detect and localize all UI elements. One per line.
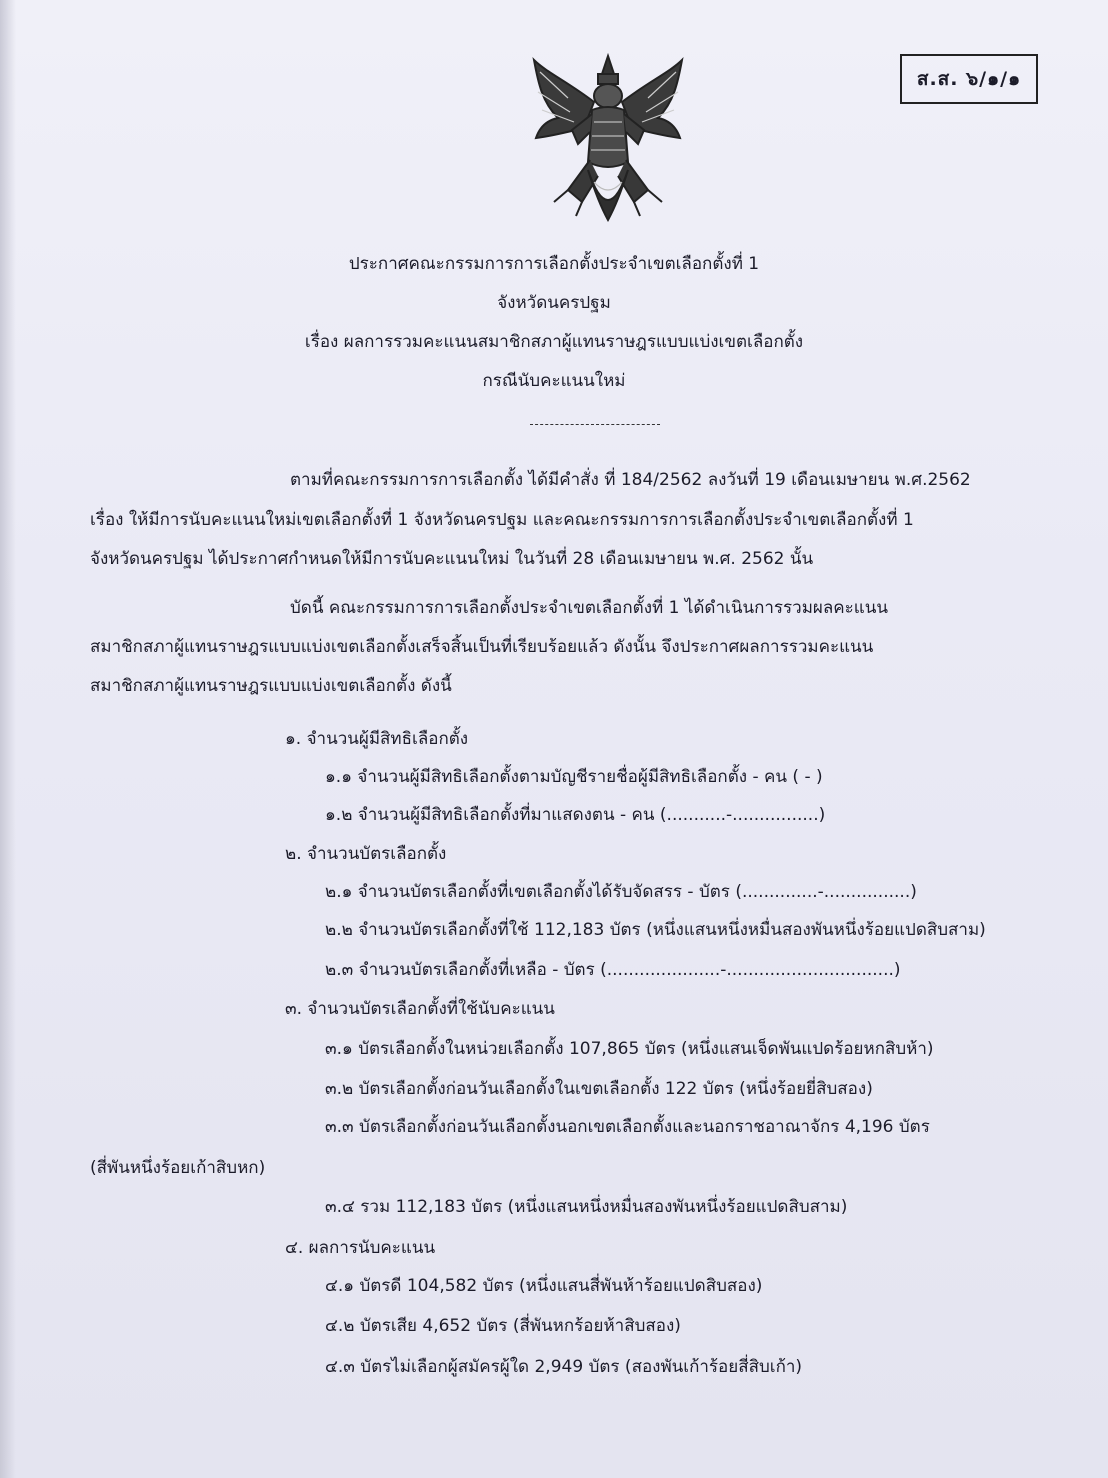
section2-item1: ๒.๑ จำนวนบัตรเลือกตั้งที่เขตเลือกตั้งได้รับจัดสรร - บัตร (..............-................): [325, 882, 917, 902]
paragraph2-line3: สมาชิกสภาผู้แทนราษฎรแบบแบ่งเขตเลือกตั้ง ดังนี้: [90, 676, 452, 696]
section4-title: ๔. ผลการนับคะแนน: [285, 1238, 436, 1258]
form-code-box: ส.ส. ๖/๑/๑: [900, 54, 1038, 104]
paragraph1-line2: เรื่อง ให้มีการนับคะแนนใหม่เขตเลือกตั้งที่ 1 จังหวัดนครปฐม และคณะกรรมการการเลือกตั้งประจำเขตเลือกตั้งที่ 1: [90, 510, 914, 530]
section4-item3: ๔.๓ บัตรไม่เลือกผู้สมัครผู้ใด 2,949 บัตร (สองพันเก้าร้อยสี่สิบเก้า): [325, 1357, 803, 1377]
section2-item3: ๒.๓ จำนวนบัตรเลือกตั้งที่เหลือ - บัตร (.....................-...............................): [325, 960, 901, 980]
header-divider: [530, 424, 660, 425]
paragraph2-line2: สมาชิกสภาผู้แทนราษฎรแบบแบ่งเขตเลือกตั้งเสร็จสิ้นเป็นที่เรียบร้อยแล้ว ดังนั้น จึงประกาศผลการรวมคะแนน: [90, 637, 874, 657]
section3-item3-continued: (สี่พันหนึ่งร้อยเก้าสิบหก): [90, 1158, 266, 1178]
section3-item1: ๓.๑ บัตรเลือกตั้งในหน่วยเลือกตั้ง 107,865 บัตร (หนึ่งแสนเจ็ดพันแปดร้อยหกสิบห้า): [325, 1039, 934, 1059]
paragraph1-line3: จังหวัดนครปฐม ได้ประกาศกำหนดให้มีการนับคะแนนใหม่ ในวันที่ 28 เดือนเมษายน พ.ศ. 2562 นั้น: [90, 549, 814, 569]
section1-title: ๑. จำนวนผู้มีสิทธิเลือกตั้ง: [285, 729, 469, 749]
subject-case: กรณีนับคะแนนใหม่: [482, 371, 626, 391]
section3-item2: ๓.๒ บัตรเลือกตั้งก่อนวันเลือกตั้งในเขตเลือกตั้ง 122 บัตร (หนึ่งร้อยยี่สิบสอง): [325, 1079, 873, 1099]
paragraph2-line1: บัดนี้ คณะกรรมการการเลือกตั้งประจำเขตเลือกตั้งที่ 1 ได้ดำเนินการรวมผลคะแนน: [290, 598, 888, 618]
section3-title: ๓. จำนวนบัตรเลือกตั้งที่ใช้นับคะแนน: [285, 999, 555, 1019]
section1-item1: ๑.๑ จำนวนผู้มีสิทธิเลือกตั้งตามบัญชีรายชื่อผู้มีสิทธิเลือกตั้ง - คน ( - ): [325, 767, 823, 787]
section4-item1: ๔.๑ บัตรดี 104,582 บัตร (หนึ่งแสนสี่พันห้าร้อยแปดสิบสอง): [325, 1276, 763, 1296]
section3-item4: ๓.๔ รวม 112,183 บัตร (หนึ่งแสนหนึ่งหมื่นสองพันหนึ่งร้อยแปดสิบสาม): [325, 1197, 848, 1217]
section4-item2: ๔.๒ บัตรเสีย 4,652 บัตร (สี่พันหกร้อยห้าสิบสอง): [325, 1316, 681, 1336]
section3-item3: ๓.๓ บัตรเลือกตั้งก่อนวันเลือกตั้งนอกเขตเลือกตั้งและนอกราชอาณาจักร 4,196 บัตร: [325, 1117, 930, 1137]
garuda-emblem-icon: [528, 52, 688, 230]
section2-title: ๒. จำนวนบัตรเลือกตั้ง: [285, 844, 447, 864]
section2-item2: ๒.๒ จำนวนบัตรเลือกตั้งที่ใช้ 112,183 บัตร (หนึ่งแสนหนึ่งหมื่นสองพันหนึ่งร้อยแปดสิบสาม): [325, 920, 986, 940]
province-name: จังหวัดนครปฐม: [497, 293, 611, 313]
subject-line: เรื่อง ผลการรวมคะแนนสมาชิกสภาผู้แทนราษฎรแบบแบ่งเขตเลือกตั้ง: [304, 332, 804, 352]
section1-item2: ๑.๒ จำนวนผู้มีสิทธิเลือกตั้งที่มาแสดงตน - คน (...........-................): [325, 805, 826, 825]
announcement-title: ประกาศคณะกรรมการการเลือกตั้งประจำเขตเลือกตั้งที่ 1: [348, 254, 760, 274]
paragraph1-line1: ตามที่คณะกรรมการการเลือกตั้ง ได้มีคำสั่ง ที่ 184/2562 ลงวันที่ 19 เดือนเมษายน พ.ศ.2562: [290, 470, 971, 490]
